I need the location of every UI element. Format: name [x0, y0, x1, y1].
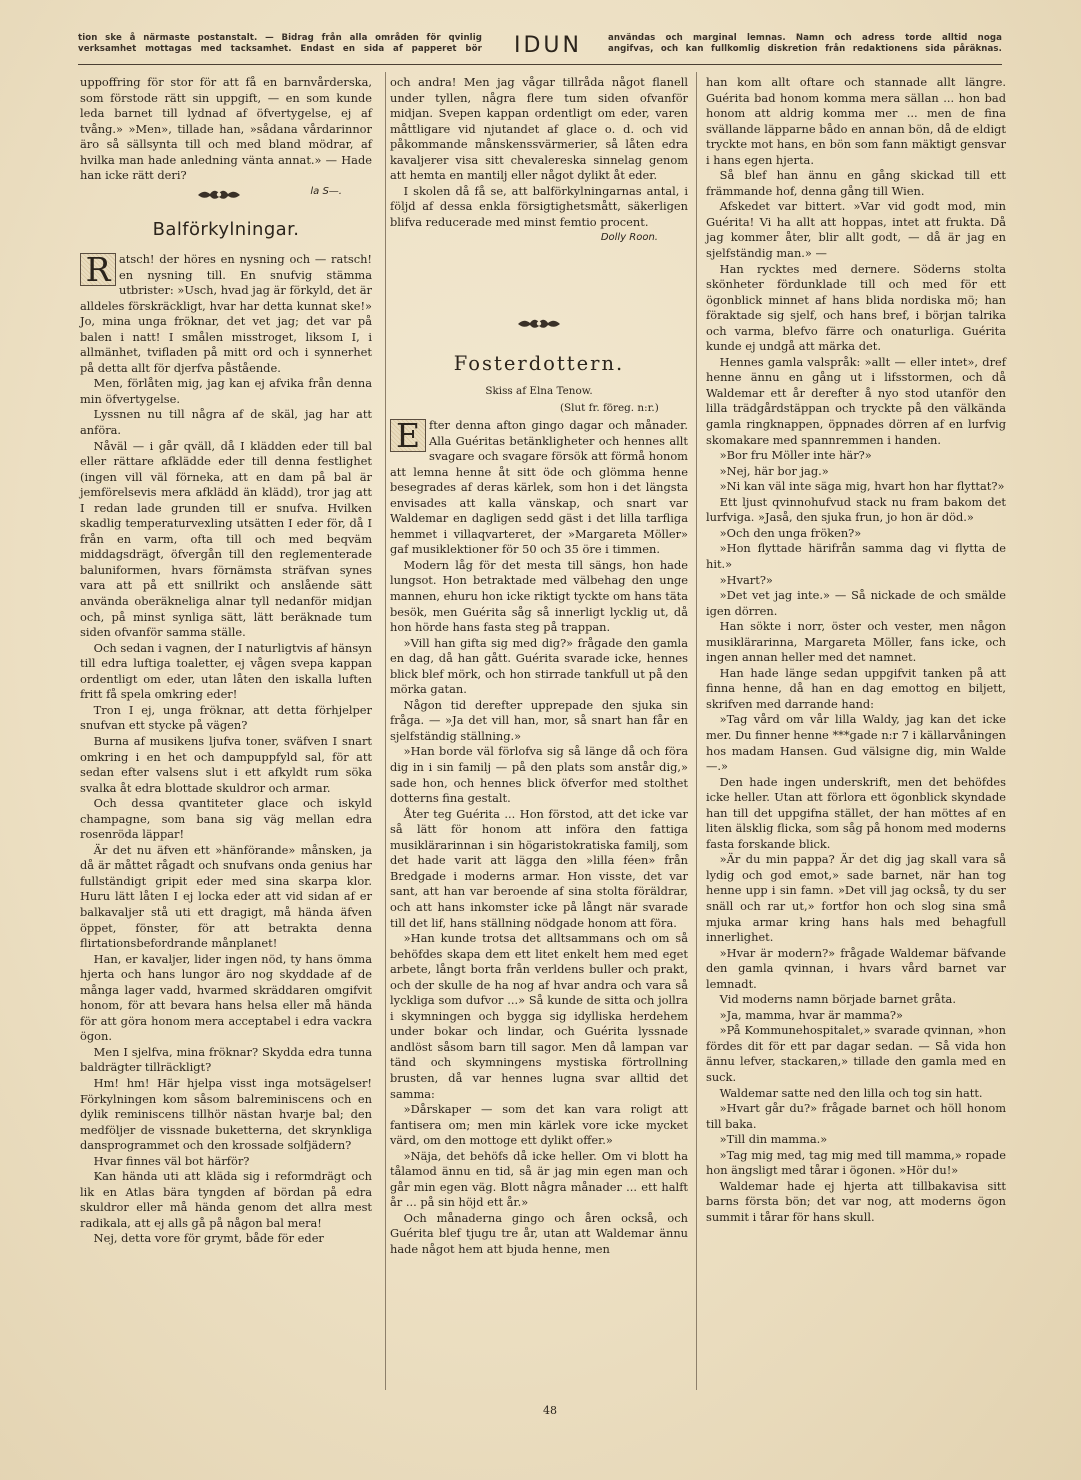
page-number: 48	[543, 1404, 557, 1417]
drop-cap: R	[80, 253, 116, 286]
article-paragraph: R atsch! der höres en nysning och — ratsch! en nysning till. En snufvig stämma utbrister: »Usch, hvad jag är förkyld, det är alldeles förskräckligt, hvar har detta kunnat ske!» Jo, mina unga fröknar, det vet jag; det var på balen i natt! I smålen misstroget, liksom I, i allmänhet, tvifladen på mitt ord och i synnerhet på detta allt för djerfva påstående.	[80, 250, 372, 375]
article-paragraph: Han hade länge sedan uppgifvit tanken på att finna henne, då han en dag emottog en biljett, skrifven med darrande hand:	[706, 665, 1006, 711]
article-paragraph: Åter teg Guérita ... Hon förstod, att det icke var så lätt för honom att införa den fattiga musiklärarinnan i sin högaristokratiska familj, som det hade varit att lägga den »lilla féen» från Bredgade i moderns armar. Hon visste, det var sant, att han var beroende af sina stolta föräldrar, och att hans inkomster icke på långt när svarade till det lif, hans ställning nödgade honom att föra.	[390, 806, 688, 930]
article-paragraph: »Hon flyttade härifrån samma dag vi flytta de hit.»	[706, 541, 1006, 571]
article-paragraph: Waldemar satte ned den lilla och tog sin hatt.	[719, 1085, 983, 1100]
column-divider	[696, 72, 697, 1390]
article-signature: Dolly Roon.	[600, 232, 658, 244]
article-paragraph: Så blef han ännu en gång skickad till ett främmande hof, denna gång till Wien.	[706, 168, 1006, 198]
article-paragraph: »Till din mamma.»	[719, 1132, 828, 1147]
article-paragraph: »På Kommunehospitalet,» svarade qvinnan, »hon fördes dit för ett par dagar sedan. — Så vida hon ännu lefver, stackaren,» tillade den gamla med en suck.	[706, 1023, 1006, 1084]
article-paragraph: Den hade ingen underskrift, men det behöfdes icke heller. Utan att förlora ett ögonblick skyndade han till det uppgifna stället, der han möttes af en liten älsklig flicka, som såg på honom med moderns fasta forskande blick.	[706, 774, 1006, 851]
article-paragraph: Och sedan i vagnen, der I naturligtvis af hänsyn till edra luftiga toaletter, ej vågen svepa kappan ordentligt om eder, utan låten den iskalla luften fritt få spela omkring eder!	[80, 640, 372, 702]
article-paragraph: »Vill han gifta sig med dig?» frågade den gamla en dag, då han gått. Guérita svarade icke, hennes blick blef mörk, och hon stirrade tankfull ut på den mörka gatan.	[390, 635, 688, 697]
article-paragraph: Lyssnen nu till några af de skäl, jag har att anföra.	[80, 407, 372, 438]
article-fosterdottern-continued	[706, 75, 1006, 1394]
article-paragraph: E fter denna afton gingo dagar och månader. Alla Guéritas betänkligheter och hennes allt svagare och svagare försök att förmå honom att lemna henne åt sitt öde och glömma henne besegrades af deras kärlek, som hon i det längsta envisades att kalla vänskap, och snart var Waldemar en dagligen sedd gäst i det lilla tarfliga hemmet i villaqvarteret, der »Margareta Möller» gaf musiklektioner för 50 och 35 öre i timmen.	[390, 416, 688, 557]
article-paragraph: Nåväl — i går qväll, då I klädden eder till bal eller rättare afklädde eder till denna festlighet (ingen vill väl förneka, att en dam på bal är jemförelsevis mera afklädd än klädd), tror jag att I redan lade grunden till er snufva. Hvilken skadlig temperaturvexling utsätten I eder för, då I från en varm, ofta till och med beqväm middagsdrägt, öfvergån till den reglementerade baluniformen, hvars förnämsta sträfvan synes vara att på ett snillrikt och anslående sätt använda oberäkneliga alnar tyll nedanför midjan och, på minst synliga sätt, lätt beräknade tum siden ofvanför samma ställe.	[80, 438, 372, 640]
continued-note: (Slut fr. föreg. n:r.)	[560, 402, 659, 414]
article-paragraph: Hm! hm! Här hjelpa visst inga motsägelser! Förkylningen kom såsom balreminiscens och en dylik reminiscens tillhör nästan hvarje bal; den medföljer de vissnade buketterna, det skrynkliga dansprogrammet och den krossade solfjädern?	[80, 1075, 372, 1153]
article-paragraph: Och månaderna gingo och åren också, och Guérita blef tjugu tre år, utan att Waldemar ännu hade något hem att bjuda henne, men	[390, 1210, 688, 1256]
previous-article-signature: la S—.	[310, 185, 342, 197]
article-paragraph: »Är du min pappa? Är det dig jag skall vara så lydig och god emot,» sade barnet, när han tog henne upp i sin famn. »Det vill jag också, ty du ser snäll och rar ut,» fortfor hon och slog sina små mjuka armar kring hans hals med behagfull innerlighet.	[706, 852, 1006, 945]
article-paragraph: »Nej, här bor jag.»	[719, 463, 829, 478]
article-paragraph: Men, förlåten mig, jag kan ej afvika från denna min öfvertygelse.	[80, 376, 372, 406]
article-paragraph: Han sökte i norr, öster och vester, men någon musiklärarinna, Margareta Möller, fans icke, och ingen annan heller med det namnet.	[706, 619, 1006, 665]
article-title-fosterdottern: Fosterdottern.	[453, 352, 625, 375]
article-paragraph: »Tag mig med, tag mig med till mamma,» ropade hon ängsligt med tårar i ögonen. »Hör du!»	[706, 1147, 1006, 1178]
article-paragraph: Han rycktes med dernere. Söderns stolta skönheter fördunklade till och med för ett ögonblick minnet af hans blida nordiska mö; han föraktade sig sjelf, och hans bref, i början talrika och varma, blefvo färre och onaturliga. Guérita kunde ej undgå att märka det.	[706, 261, 1006, 354]
article-paragraph: Kan hända uti att kläda sig i reformdrägt och lik en Atlas bära tyngden af bördan på edra skuldror eller må hända genom det allra mest radikala, att ej alls gå på någon bal mera!	[80, 1169, 372, 1230]
header-right-notice	[608, 33, 1002, 55]
header-left-notice	[78, 33, 482, 55]
article-paragraph: Tron I ej, unga fröknar, att detta förhjelper snufvan ett stycke på vägen?	[80, 702, 372, 733]
article-paragraph: »Dårskaper — som det kan vara roligt att fantisera om; men min kärlek vore icke mycket värd, om den mottoge ett dylikt offer.»	[390, 1102, 688, 1148]
floral-ornament-icon	[516, 315, 562, 331]
article-paragraph: Men I sjelfva, mina fröknar? Skydda edra tunna baldrägter tillräckligt?	[80, 1044, 372, 1075]
article-paragraph: »Bor fru Möller inte här?»	[719, 448, 872, 463]
article-fosterdottern-body	[390, 418, 688, 1394]
header-rule	[78, 64, 1002, 65]
floral-ornament-icon	[196, 186, 242, 202]
article-paragraph: »Hvart går du?» frågade barnet och höll honom till baka.	[706, 1101, 1006, 1131]
article-title-balforkylningar: Balförkylningar.	[152, 219, 300, 240]
article-balforkylningar-body	[80, 252, 372, 1394]
previous-article-text: uppoffring för stor för att få en barnvårderska, som förstode rätt sin uppgift, — en som kunde leda barnet till lydnad af öfvertygelse, ej af tvång.» »Men», tillade han, »sådana vårdarinnor äro så sällsynta till och med bland mödrar, af hvilka man hade anledning vänta annat.» — Hade han icke rätt deri?	[80, 75, 372, 183]
article-paragraph: Hvar finnes väl bot härför?	[93, 1153, 250, 1168]
article-paragraph: »Han borde väl förlofva sig så länge då och föra dig in i sin familj — på den plats som anstår dig,» sade hon, och hennes blick öfverfor med stolthet dotterns fina gestalt.	[390, 744, 688, 806]
drop-cap: E	[390, 419, 426, 452]
article-paragraph: »Ja, mamma, hvar är mamma?»	[719, 1007, 904, 1022]
article-paragraph: Han, er kavaljer, lider ingen nöd, ty hans ömma hjerta och hans lungor äro nog skyddade af de många lager vadd, hvarmed skräddaren omgifvit honom, för att bevara hans helsa eller må hända för att göra honom mera acceptabel i edra vackra ögon.	[80, 951, 372, 1044]
article-paragraph: han kom allt oftare och stannade allt längre. Guérita bad honom komma mera sällan ... hon bad honom att aldrig komma mer ... men de fina svällande läpparne bådo en annan bön, då de eldigt tryckte mot hans, en bön som fann mäktigt gensvar i hans egen hjerta.	[706, 75, 1006, 167]
article-paragraph: Ett ljust qvinnohufvud stack nu fram bakom det lurfviga. »Jaså, den sjuka frun, jo hon är död.»	[706, 494, 1006, 525]
article-paragraph: Modern låg för det mesta till sängs, hon hade lungsot. Hon betraktade med välbehag den unge mannen, ehuru hon icke riktigt tyckte om hans täta besök, men Guérita såg så innerligt lycklig ut, då hon hörde hans fasta steg på trappan.	[390, 557, 688, 635]
header-right-line-1: användas och marginal lemnas. Namn och adress torde alltid noga	[608, 33, 1002, 43]
article-paragraph: Burna af musikens ljufva toner, sväfven I snart omkring i en het och dampuppfyld sal, för att sedan efter valsens slut i ett afkyldt rum söka svalka åt edra blottade skuldror och armar.	[80, 733, 372, 795]
article-paragraph: Vid moderns namn började barnet gråta.	[719, 992, 956, 1007]
header-left-line-1: tion ske å närmaste postanstalt. — Bidrag från alla områden för qvinlig	[78, 33, 482, 43]
header-left-line-2: verksamhet mottagas med tacksamhet. Endast en sida af papperet bör	[78, 44, 482, 54]
article-balforkylningar-continued	[390, 75, 688, 305]
article-paragraph: Nej, detta vore för grymt, både för eder	[93, 1231, 324, 1246]
article-paragraph: Waldemar hade ej hjerta att tillbakavisa sitt barns första bön; det var nog, att moderns ögon summit i tårar för hans skull.	[706, 1178, 1006, 1224]
previous-article-ending	[80, 75, 372, 197]
column-divider	[385, 72, 386, 1390]
article-paragraph: och andra! Men jag vågar tillråda något flanell under tyllen, några flere tum siden ofvanför midjan. Svepen kappan ordentligt om eder, varen måttligare vid njutandet af glace o. d. och vid påkommande månskenssvärmerier, så låten edra kavaljerer visa sitt chevalereska sinnelag genom att hemta en mantilj eller något dylikt åt eder.	[390, 75, 688, 183]
article-paragraph: »Hvar är modern?» frågade Waldemar bäfvande den gamla qvinnan, i hvars vård barnet var lemnadt.	[706, 945, 1006, 991]
header-right-line-2: angifvas, och kan fullkomlig diskretion från redaktionens sida påräknas.	[608, 44, 1002, 54]
article-paragraph: »Ni kan väl inte säga mig, hvart hon har flyttat?»	[719, 479, 1005, 494]
article-byline: Skiss af Elna Tenow.	[485, 385, 593, 397]
article-paragraph: »Näja, det behöfs då icke heller. Om vi blott ha tålamod ännu en tid, så är jag min egen man och går min egen väg. Blott några månader ... ett halft år ... på sin höjd ett år.»	[390, 1148, 688, 1210]
article-paragraph: Någon tid derefter upprepade den sjuka sin fråga. — »Ja det vill han, mor, så snart han får en sjelfständig ställning.»	[390, 697, 688, 743]
article-paragraph: Hennes gamla valspråk: »allt — eller intet», dref henne ännu en gång ut i lifsstormen, och då Waldemar ett år derefter å nyo stod utanför den lilla trädgårdstäppan och tryckte på den välkända gamla ringknappen, öppnades dörren af en lurfvig skomakare med spannremmen i handen.	[706, 354, 1006, 447]
masthead: IDUN	[514, 33, 582, 58]
article-paragraph: »Hvart?»	[719, 572, 773, 587]
article-paragraph: »Och den unga fröken?»	[719, 525, 862, 540]
article-paragraph: »Det vet jag inte.» — Så nickade de och smälde igen dörren.	[706, 588, 1006, 618]
article-paragraph: »Tag vård om vår lilla Waldy, jag kan det icke mer. Du finner henne ***gade n:r 7 i källarvåningen hos madam Hansen. Gud välsigne dig, min Walde —.»	[706, 712, 1006, 774]
article-paragraph: Afskedet var bittert. »Var vid godt mod, min Guérita! Vi ha allt att hoppas, intet att frukta. Då jag kommer åter, blir allt godt, — då är jag en sjelfständig man.» —	[706, 199, 1006, 261]
article-paragraph: Är det nu äfven ett »hänförande» månsken, ja då är måttet rågadt och snufvans onda genius har fullständigt gripit eder med sina skarpa klor. Huru lätt låten I ej locka eder att vid sidan af er balkavaljer stå uti ett dragigt, må hända äfven öppet, fönster, för att betrakta denna flirtationsbefordrande månplanet!	[80, 842, 372, 951]
article-paragraph: I skolen då få se, att balförkylningarnas antal, i följd af dessa enkla försigtighetsmått, säkerligen blifva reducerade med minst femtio procent.	[390, 183, 688, 229]
article-paragraph: Och dessa qvantiteter glace och iskyld champagne, som bana sig väg mellan edra rosenröda läppar!	[80, 796, 372, 842]
article-paragraph: »Han kunde trotsa det alltsammans och om så behöfdes skapa dem ett litet enkelt hem med eget arbete, långt borta från verldens buller och prakt, och der skulle de ha nog af hvar andra och vara så lyckliga som dufvor ...» Så kunde de sitta och jollra i skymningen och bygga sig idylliska herdehem under bokar och lindar, och Guérita lyssnade andlöst såsom barn till sagor. Men då lampan var tänd och skymningens mystiska förtrollning brusten, då var hennes lugna svar alltid det samma:	[390, 931, 688, 1101]
